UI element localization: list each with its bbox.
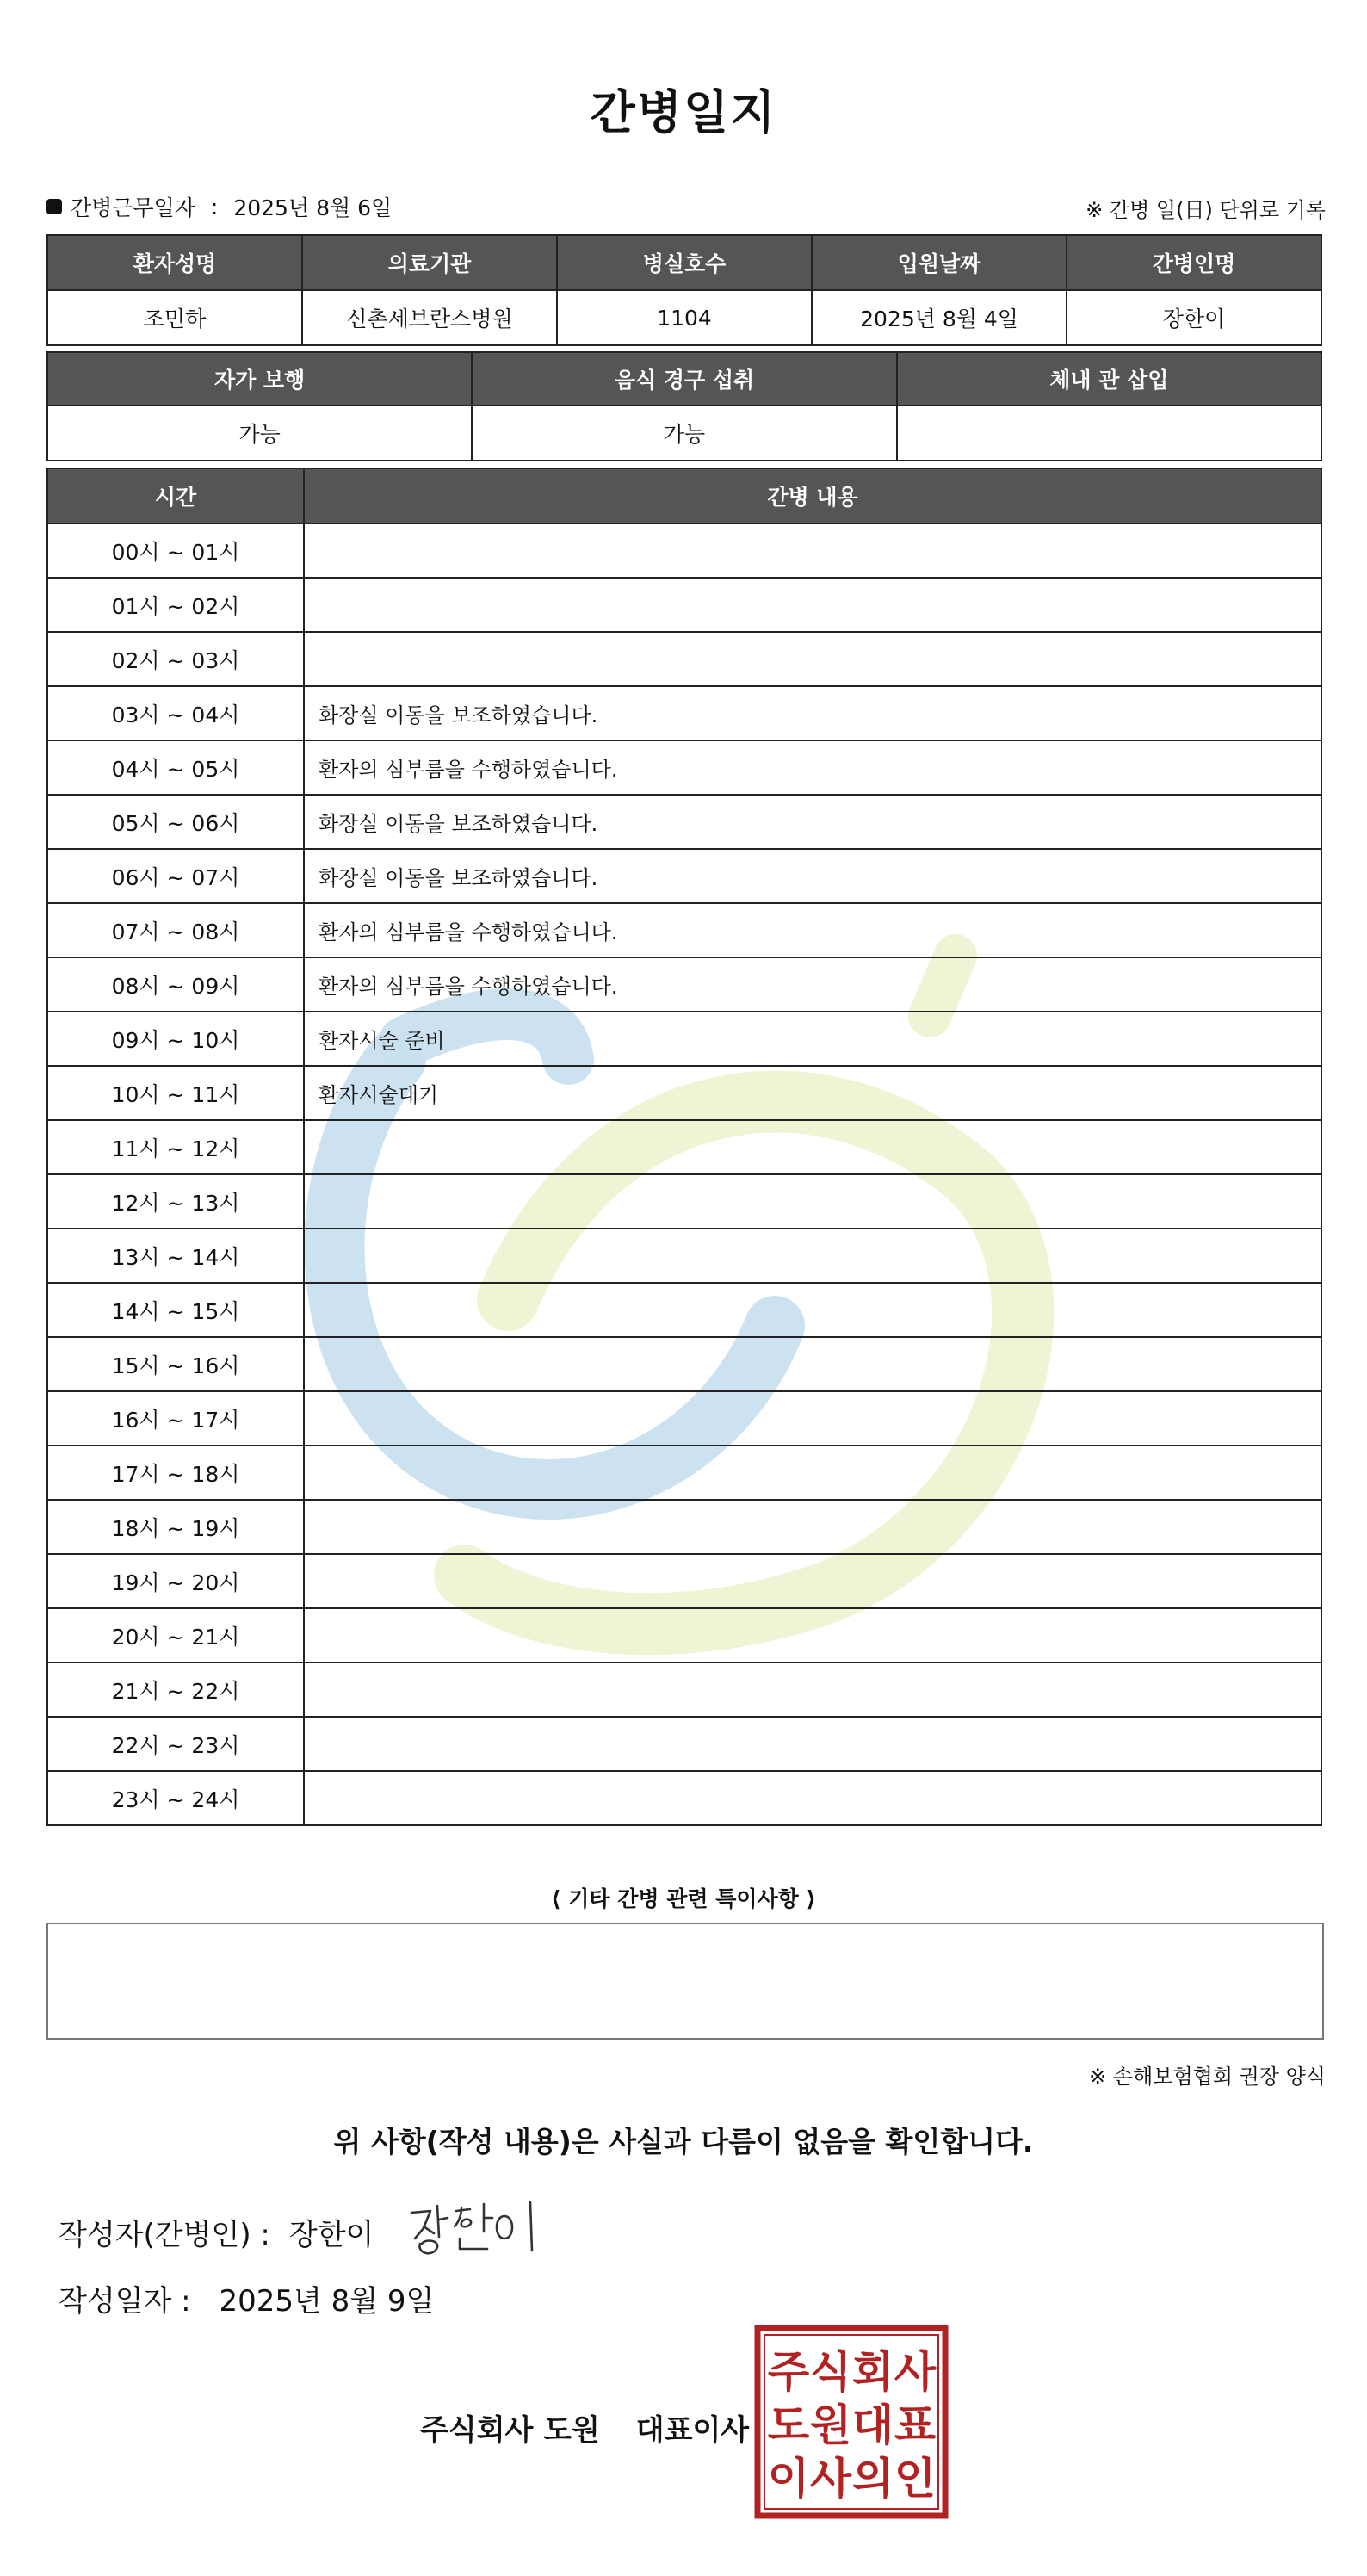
care-status-table (46, 351, 1322, 461)
header-room-number: 병실호수 (557, 235, 812, 290)
written-date-value: 2025년 8월 9일 (219, 2284, 435, 2319)
time-cell: 09시 ~ 10시 (47, 1012, 304, 1066)
time-cell: 11시 ~ 12시 (47, 1120, 304, 1174)
svg-text:회: 회 (851, 2347, 894, 2397)
time-cell: 13시 ~ 14시 (47, 1229, 304, 1283)
svg-text:주: 주 (767, 2347, 810, 2397)
table-row (47, 632, 1321, 686)
writer-name: 장한이 (288, 2218, 374, 2252)
content-cell (304, 632, 1321, 686)
table-row (47, 795, 1321, 849)
association-note: ※ 손해보험협회 권장 양식 (1089, 2065, 1326, 2089)
time-cell: 23시 ~ 24시 (47, 1771, 304, 1825)
time-cell: 17시 ~ 18시 (47, 1446, 304, 1500)
svg-text:식: 식 (809, 2347, 852, 2397)
table-row (47, 1446, 1321, 1500)
work-date (46, 191, 392, 222)
header-tube-insertion: 체내 관 삽입 (897, 352, 1321, 406)
time-cell: 21시 ~ 22시 (47, 1663, 304, 1717)
company-signature-line (420, 2406, 749, 2449)
content-cell: 환자의 심부름을 수행하였습니다. (304, 957, 1321, 1012)
care-status-header-row (47, 352, 1321, 406)
svg-text:인: 인 (894, 2454, 937, 2504)
time-cell: 15시 ~ 16시 (47, 1337, 304, 1391)
time-cell: 19시 ~ 20시 (47, 1554, 304, 1608)
content-cell (304, 1554, 1321, 1608)
content-cell: 화장실 이동을 보조하였습니다. (304, 849, 1321, 903)
table-row (47, 849, 1321, 903)
oral-intake-value: 가능 (472, 406, 896, 461)
tube-insertion-value (897, 406, 1321, 461)
content-cell (304, 1771, 1321, 1825)
table-row (47, 1066, 1321, 1120)
content-cell (304, 1717, 1321, 1771)
svg-text:사: 사 (894, 2347, 937, 2397)
company-seal-stamp (754, 2325, 949, 2519)
unit-note: ※ 간병 일(日) 단위로 기록 (1086, 198, 1326, 222)
content-cell (304, 1663, 1321, 1717)
header-care-content: 간병 내용 (304, 468, 1321, 523)
content-cell: 환자시술대기 (304, 1066, 1321, 1120)
svg-text:사: 사 (809, 2454, 852, 2504)
bullet-square-icon (46, 199, 62, 214)
table-row (47, 1771, 1321, 1825)
document-title: 간병일지 (590, 85, 777, 139)
header-caregiver-name: 간병인명 (1067, 235, 1321, 290)
care-log-table (46, 468, 1322, 1826)
time-cell: 06시 ~ 07시 (47, 849, 304, 903)
svg-text:대: 대 (851, 2400, 894, 2450)
table-row (47, 1283, 1321, 1337)
content-cell (304, 523, 1321, 578)
table-row (47, 686, 1321, 740)
content-cell: 환자의 심부름을 수행하였습니다. (304, 903, 1321, 957)
time-cell: 02시 ~ 03시 (47, 632, 304, 686)
header-oral-intake: 음식 경구 섭취 (472, 352, 896, 406)
content-cell (304, 1120, 1321, 1174)
content-cell: 환자시술 준비 (304, 1012, 1321, 1066)
table-row (47, 1229, 1321, 1283)
content-cell (304, 1391, 1321, 1446)
svg-text:도: 도 (767, 2400, 810, 2450)
room-number: 1104 (557, 290, 812, 345)
time-cell: 10시 ~ 11시 (47, 1066, 304, 1120)
company-name: 주식회사 도원 (420, 2413, 600, 2448)
caregiver-name: 장한이 (1067, 290, 1321, 345)
table-row (47, 523, 1321, 578)
time-cell: 04시 ~ 05시 (47, 740, 304, 795)
svg-text:표: 표 (894, 2400, 937, 2450)
admission-date: 2025년 8월 4일 (812, 290, 1067, 345)
hospital-name: 신촌세브란스병원 (302, 290, 557, 345)
patient-info-table (46, 234, 1322, 346)
work-date-value: 2025년 8월 6일 (233, 195, 393, 220)
table-row (47, 1391, 1321, 1446)
time-cell: 22시 ~ 23시 (47, 1717, 304, 1771)
table-row (47, 1608, 1321, 1663)
time-cell: 16시 ~ 17시 (47, 1391, 304, 1446)
content-cell (304, 1174, 1321, 1229)
content-cell (304, 1229, 1321, 1283)
svg-text:원: 원 (809, 2400, 852, 2450)
content-cell (304, 1500, 1321, 1554)
work-date-label: 간병근무일자 (71, 195, 195, 220)
care-log-header-row (47, 468, 1321, 523)
time-cell: 14시 ~ 15시 (47, 1283, 304, 1337)
table-row (47, 1554, 1321, 1608)
table-row (47, 1500, 1321, 1554)
handwritten-signature (405, 2194, 551, 2263)
time-cell: 08시 ~ 09시 (47, 957, 304, 1012)
table-row (47, 1174, 1321, 1229)
content-cell (304, 1608, 1321, 1663)
time-cell: 03시 ~ 04시 (47, 686, 304, 740)
patient-info-header-row (47, 235, 1321, 290)
content-cell: 환자의 심부름을 수행하였습니다. (304, 740, 1321, 795)
table-row (47, 1337, 1321, 1391)
table-row (47, 1120, 1321, 1174)
table-row (47, 1012, 1321, 1066)
time-cell: 01시 ~ 02시 (47, 578, 304, 632)
header-patient-name: 환자성명 (47, 235, 302, 290)
header-admission-date: 입원날짜 (812, 235, 1067, 290)
care-status-value-row (47, 406, 1321, 461)
confirmation-statement: 위 사항(작성 내용)은 사실과 다름이 없음을 확인합니다. (333, 2125, 1034, 2158)
writer-line (59, 2211, 374, 2253)
table-row (47, 740, 1321, 795)
time-cell: 07시 ~ 08시 (47, 903, 304, 957)
header-time: 시간 (47, 468, 304, 523)
content-cell (304, 578, 1321, 632)
writer-label: 작성자(간병인) : (59, 2218, 270, 2252)
table-row (47, 1663, 1321, 1717)
header-self-walking: 자가 보행 (47, 352, 472, 406)
company-role: 대표이사 (635, 2413, 750, 2448)
content-cell: 화장실 이동을 보조하였습니다. (304, 686, 1321, 740)
content-cell: 화장실 이동을 보조하였습니다. (304, 795, 1321, 849)
time-cell: 05시 ~ 06시 (47, 795, 304, 849)
table-row (47, 903, 1321, 957)
header-hospital: 의료기관 (302, 235, 557, 290)
time-cell: 18시 ~ 19시 (47, 1500, 304, 1554)
content-cell (304, 1337, 1321, 1391)
table-row (47, 957, 1321, 1012)
svg-text:의: 의 (851, 2454, 894, 2504)
table-row (47, 1717, 1321, 1771)
time-cell: 12시 ~ 13시 (47, 1174, 304, 1229)
written-date (59, 2277, 434, 2319)
content-cell (304, 1446, 1321, 1500)
svg-text:이: 이 (767, 2454, 810, 2504)
work-date-separator: : (210, 194, 219, 220)
patient-name: 조민하 (47, 290, 302, 345)
time-cell: 00시 ~ 01시 (47, 523, 304, 578)
notes-box (46, 1923, 1324, 2040)
table-row (47, 578, 1321, 632)
time-cell: 20시 ~ 21시 (47, 1608, 304, 1663)
self-walking-value: 가능 (47, 406, 472, 461)
patient-info-value-row (47, 290, 1321, 345)
written-date-label: 작성일자 : (59, 2284, 191, 2319)
content-cell (304, 1283, 1321, 1337)
notes-title: ⟨ 기타 간병 관련 특이사항 ⟩ (551, 1886, 816, 1911)
